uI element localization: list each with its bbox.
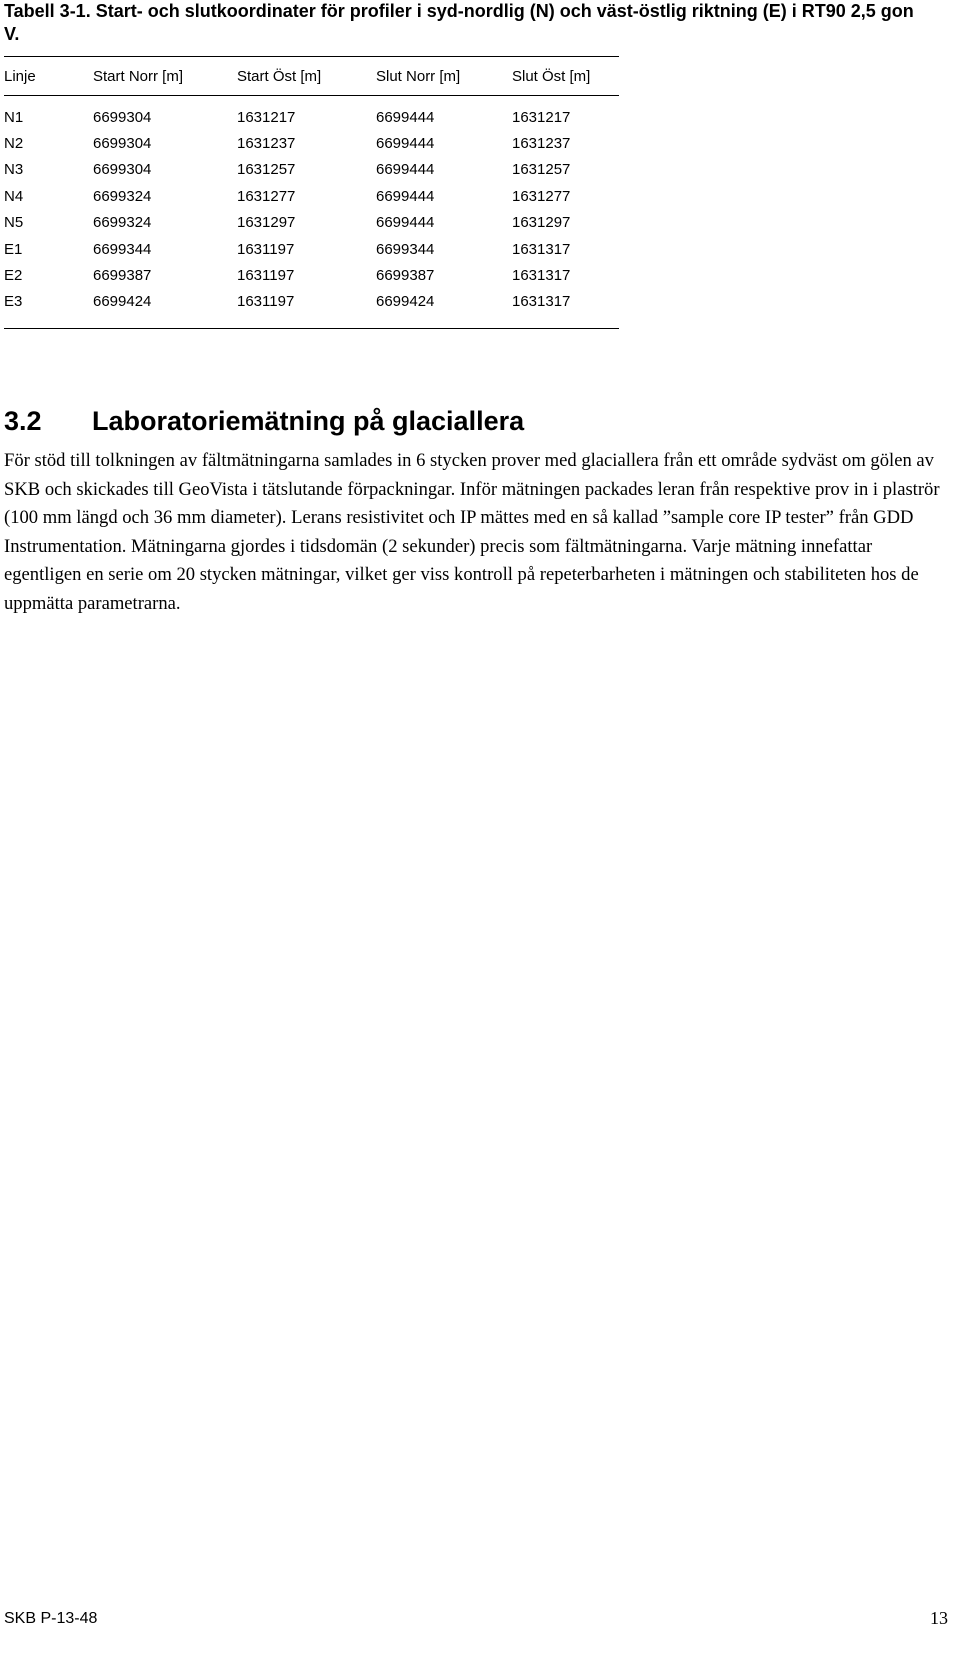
table-cell: E1 xyxy=(4,240,23,258)
column-header-linje: Linje xyxy=(4,67,36,85)
section-number: 3.2 xyxy=(4,406,42,436)
table-cell: 1631277 xyxy=(237,187,296,205)
table-cell: 6699304 xyxy=(93,135,152,153)
table-cell: 1631277 xyxy=(512,187,571,205)
table-body xyxy=(4,96,619,329)
table-cell: 6699444 xyxy=(376,214,435,232)
table-cell: 1631237 xyxy=(512,135,571,153)
table-cell: 1631197 xyxy=(237,240,295,258)
table-cell: 6699444 xyxy=(376,135,435,153)
page-number: 13 xyxy=(930,1608,948,1628)
table-cell: 1631317 xyxy=(512,267,571,285)
report-id: SKB P-13-48 xyxy=(4,1610,98,1627)
table-cell: 1631197 xyxy=(237,267,295,285)
coordinates-table xyxy=(4,56,619,329)
section-paragraph: För stöd till tolkningen av fältmätningarna samlades in 6 stycken prover med glaciallera från ett område sydväst om gölen av SKB och skickades till GeoVista i tätslutande förpackningar. Inför mätningen packades leran från respektive prov in i plaströr (100 mm längd och 36 mm diameter). Lerans resistivitet och IP mättes med en så kallad ”sample core IP tester” från GDD Instrumentation. Mätningarna gjordes i tidsdomän (2 sekunder) precis som fältmätningarna. Varje mätning innefattar egentligen en serie om 20 stycken mätningar, vilket ger viss kontroll på repeterbarheten i mätningen och stabiliteten hos de uppmätta parametrarna. xyxy=(4,450,940,614)
table-row xyxy=(4,289,619,329)
table-row xyxy=(4,96,619,131)
table-row xyxy=(4,183,619,209)
table-cell: 6699304 xyxy=(93,161,152,179)
column-header-slut-norr: Slut Norr [m] xyxy=(376,67,461,85)
table-cell: 6699324 xyxy=(93,214,152,232)
table-cell: 6699444 xyxy=(376,161,435,179)
table-cell: 6699304 xyxy=(93,108,152,126)
table-cell: N3 xyxy=(4,161,24,179)
table-cell: E3 xyxy=(4,293,23,311)
table-cell: 1631297 xyxy=(237,214,296,232)
section-heading xyxy=(4,405,524,437)
table-cell: N4 xyxy=(4,187,24,205)
table-cell: 1631237 xyxy=(237,135,296,153)
table-row xyxy=(4,236,619,262)
table-header-row xyxy=(4,57,619,96)
table-row xyxy=(4,262,619,288)
table-cell: E2 xyxy=(4,267,23,285)
table-cell: 1631317 xyxy=(512,293,571,311)
table-cell: N1 xyxy=(4,108,24,126)
table-cell: 6699344 xyxy=(376,240,435,258)
table-cell: 1631257 xyxy=(512,161,571,179)
table-cell: 1631217 xyxy=(512,108,571,126)
table-cell: N2 xyxy=(4,135,24,153)
table-cell: 1631197 xyxy=(237,293,295,311)
column-header-start-norr: Start Norr [m] xyxy=(93,67,184,85)
table-cell: 6699424 xyxy=(93,293,152,311)
table-row xyxy=(4,210,619,236)
table-cell: 6699424 xyxy=(376,293,435,311)
column-header-slut-ost: Slut Öst [m] xyxy=(512,67,591,85)
table-cell: 1631257 xyxy=(237,161,296,179)
table-cell: N5 xyxy=(4,214,24,232)
table-cell: 1631217 xyxy=(237,108,296,126)
table-row xyxy=(4,130,619,156)
table-row xyxy=(4,157,619,183)
table-cell: 1631317 xyxy=(512,240,571,258)
table-cell: 6699324 xyxy=(93,187,152,205)
table-cell: 6699444 xyxy=(376,108,435,126)
section-title: Laboratoriemätning på glaciallera xyxy=(92,406,525,436)
table-cell: 6699387 xyxy=(93,267,152,285)
table-caption: Tabell 3-1. Start- och slutkoordinater för profiler i syd-nordlig (N) och väst-östlig riktning (E) i RT90 2,5 gon V. xyxy=(4,1,914,44)
table-cell: 6699344 xyxy=(93,240,152,258)
table-cell: 6699444 xyxy=(376,187,435,205)
column-header-start-ost: Start Öst [m] xyxy=(237,67,322,85)
table-cell: 6699387 xyxy=(376,267,435,285)
table-cell: 1631297 xyxy=(512,214,571,232)
